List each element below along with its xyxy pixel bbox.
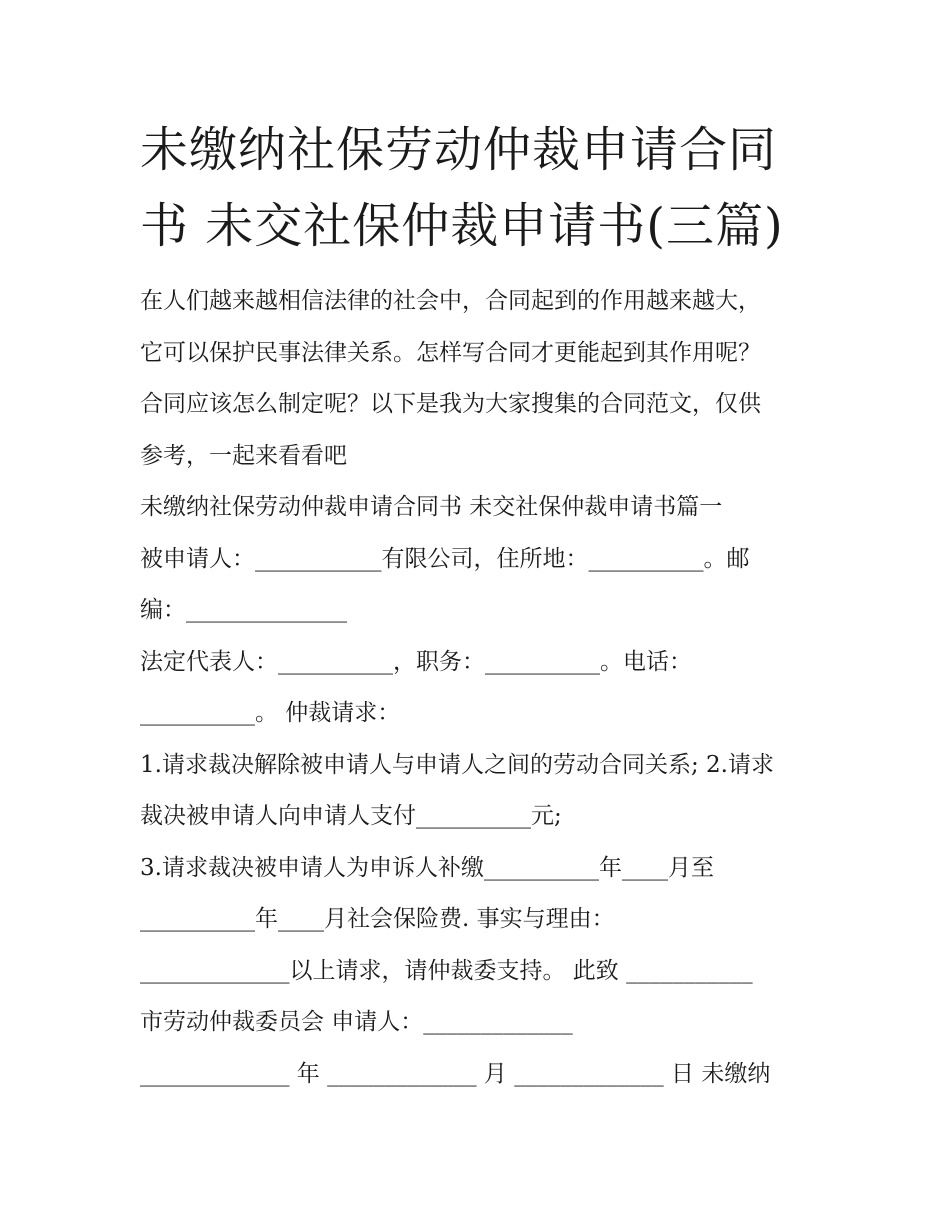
- document-title: [140, 112, 840, 264]
- intro-line: 合同应该怎么制定呢？以下是我为大家搜集的合同范文，仅供: [140, 391, 761, 417]
- date-line: _____________ 年 _____________ 月 _____________ 日 未缴纳: [140, 1060, 771, 1087]
- claim-line: 裁决被申请人向申请人支付__________元;: [140, 803, 562, 829]
- section-heading: 未缴纳社保劳动仲裁申请合同书 未交社保仲裁申请书篇一: [140, 494, 723, 520]
- title-line-1: 未缴纳社保劳动仲裁申请合同: [140, 122, 778, 178]
- legal-rep-line: 法定代表人：__________，职务：__________。电话：: [140, 648, 692, 675]
- postcode-line: 编：______________: [140, 597, 347, 623]
- phone-claims-line: __________。 仲裁请求：: [140, 700, 401, 726]
- document-body: [140, 276, 830, 1100]
- closing-line: _____________以上请求，请仲裁委支持。 此致 ___________: [140, 957, 753, 984]
- intro-line: 在人们越来越相信法律的社会中，合同起到的作用越来越大，: [140, 288, 761, 314]
- intro-line: 它可以保护民事法律关系。怎样写合同才更能起到其作用呢？: [140, 339, 761, 366]
- claim-line: 1.请求裁决解除被申请人与申请人之间的劳动合同关系; 2.请求: [140, 751, 774, 778]
- facts-line: __________年____月社会保险费. 事实与理由：: [140, 906, 615, 932]
- intro-line: 参考，一起来看看吧: [140, 442, 347, 469]
- respondent-line: 被申请人：___________有限公司，住所地：__________。邮: [140, 545, 750, 572]
- committee-line: 市劳动仲裁委员会 申请人：_____________: [140, 1009, 573, 1035]
- title-line-2: 书 未交社保仲裁申请书(三篇): [140, 198, 784, 254]
- claim-line: 3.请求裁决被申请人为申诉人补缴__________年____月至: [140, 854, 714, 881]
